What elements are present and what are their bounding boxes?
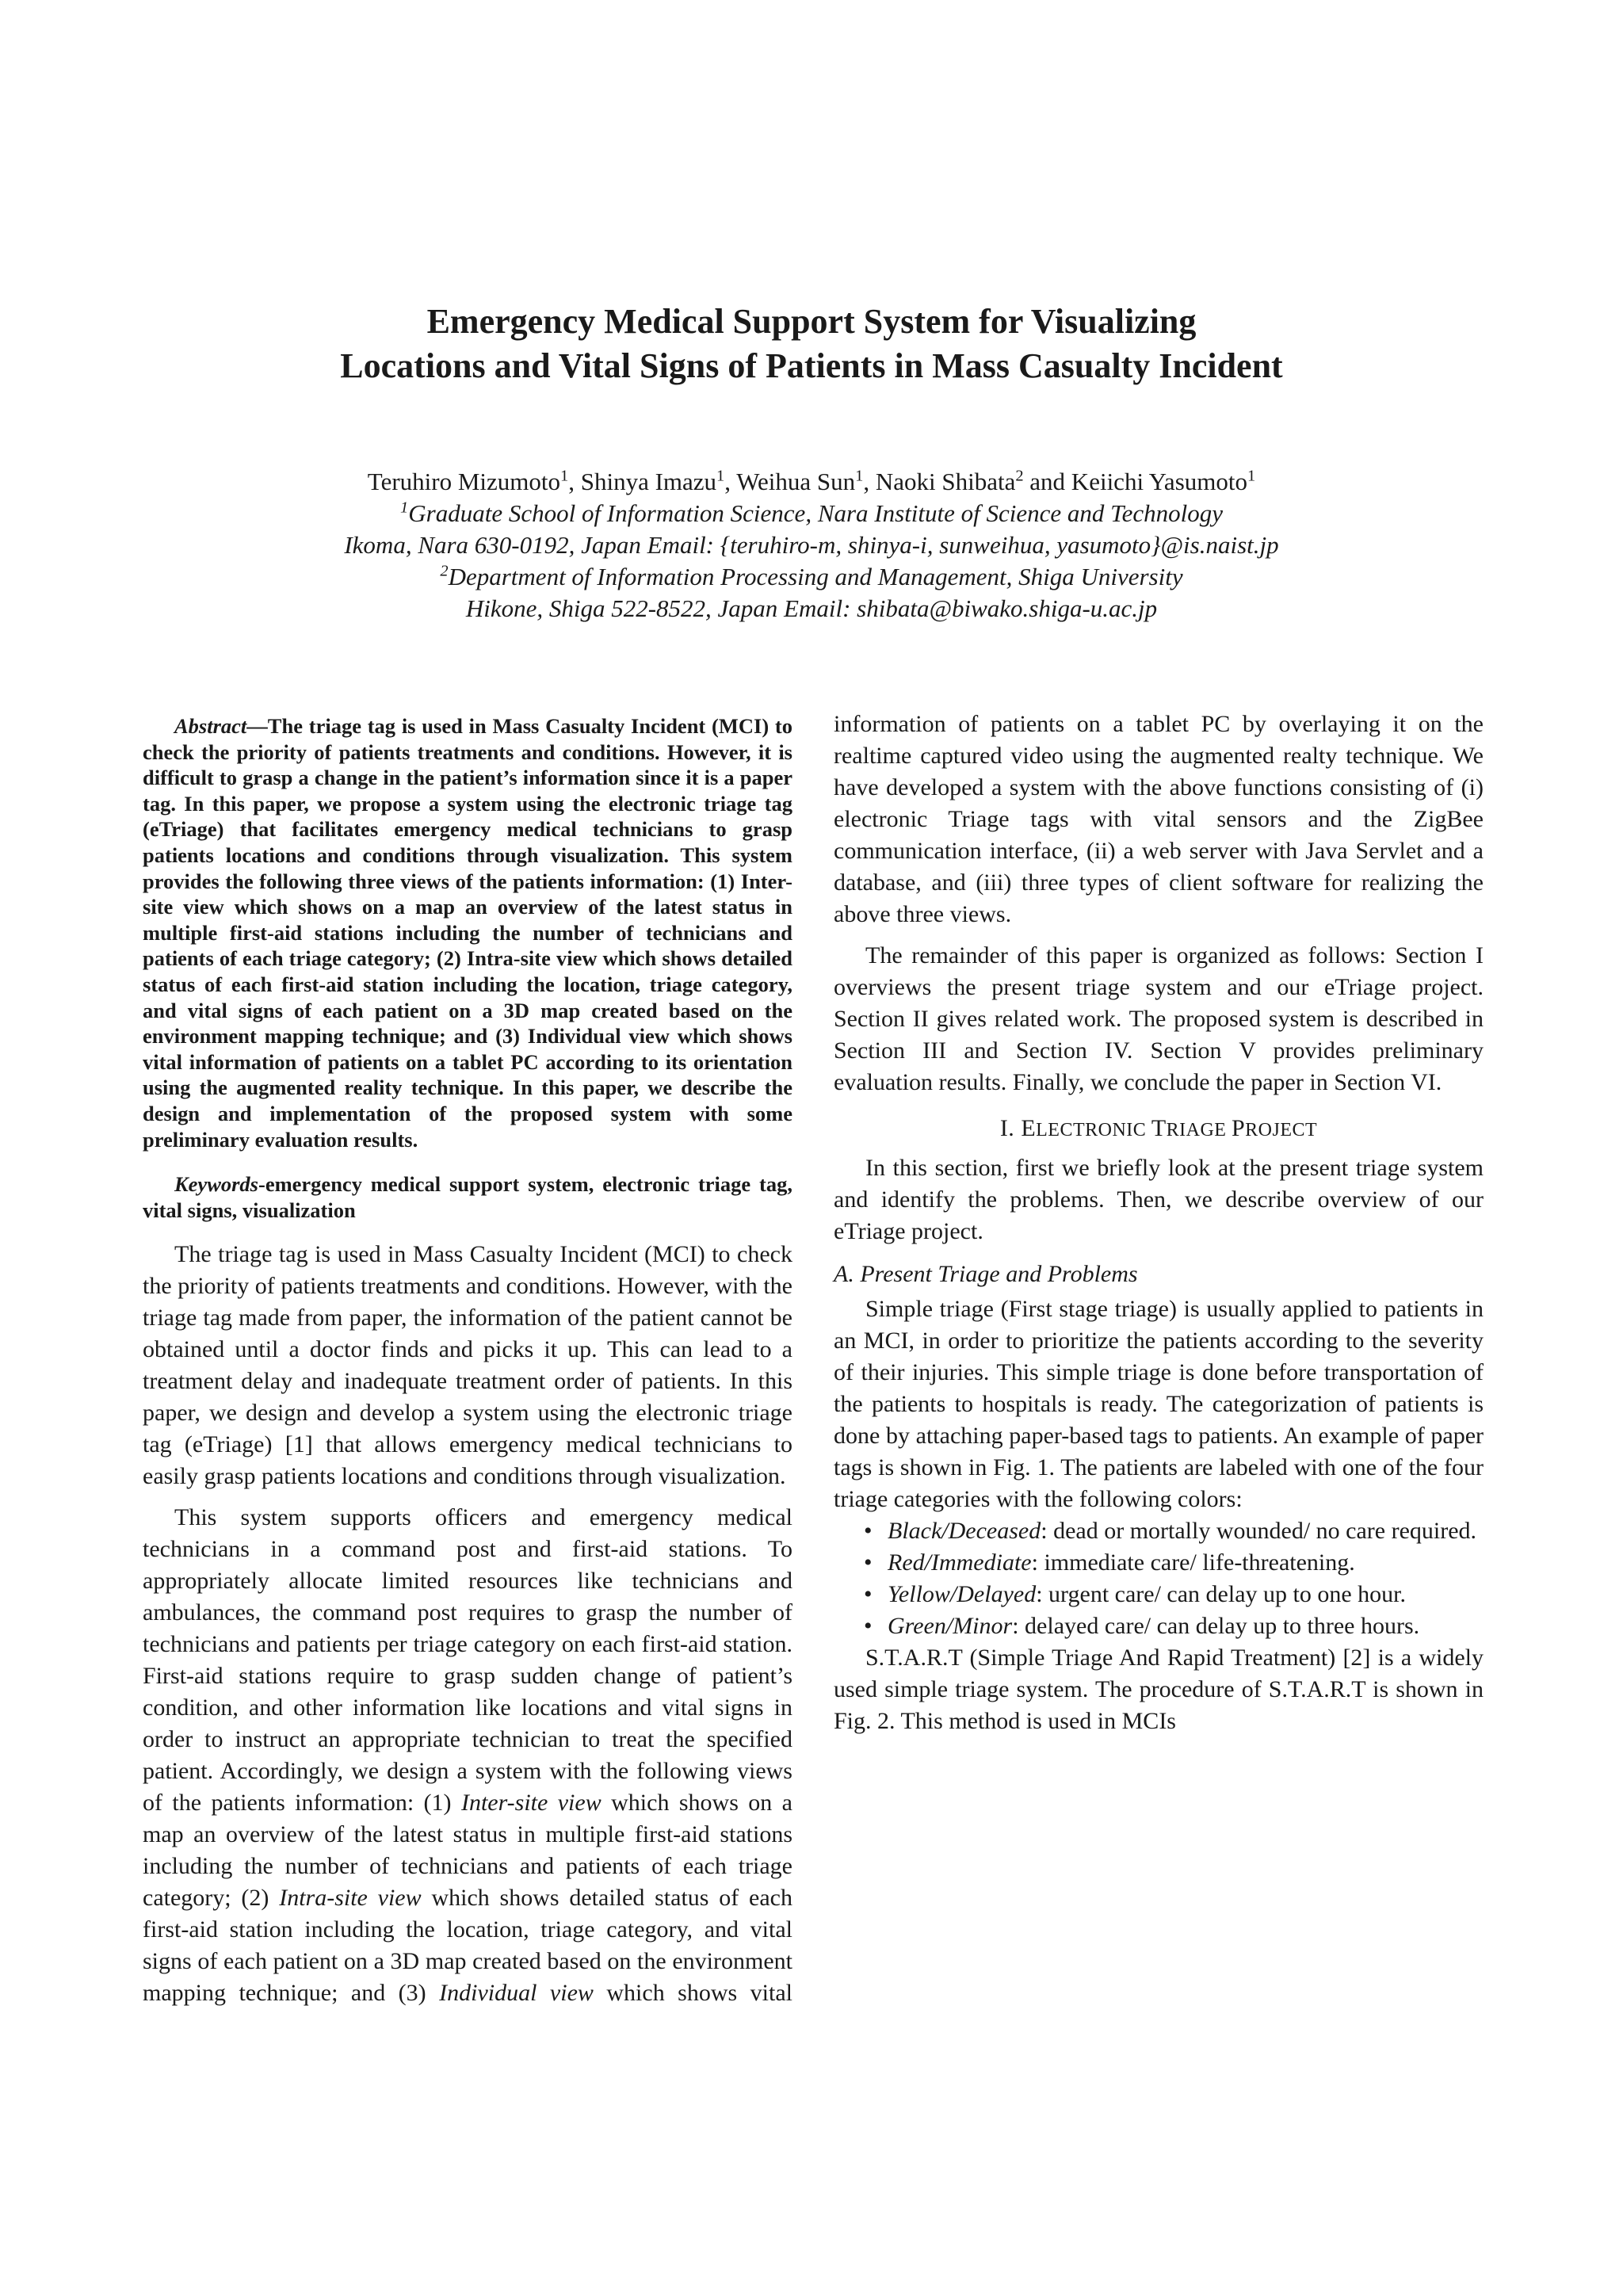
affiliation-mark: 2 (1015, 467, 1024, 485)
text-run: information of patients on a tablet PC by overlaying it on the realtime captured video using the augmented realty technique. We have developed a system with the above functions consisting of (i) electronic Triage tags with vital sensors and the ZigBee communication interface, (ii) a web server with Java Servlet and a database, and (iii) three types of client software for realizing the above three views. (834, 711, 1484, 927)
title-line-1: Emergency Medical Support System for Visualizing (426, 302, 1197, 341)
author-name: , Weihua Sun (724, 468, 856, 495)
view-term: Intra-site view (279, 1885, 422, 1912)
affiliation-2 (0, 561, 1623, 593)
triage-category-list (834, 1515, 1484, 1642)
section1-paragraph-3: S.T.A.R.T (Simple Triage And Rapid Treatment) [2] is a widely used simple triage system. The procedure of S.T.A.R.T is shown in Fig. 2. This method is used in MCIs (834, 1645, 1484, 1734)
right-column-flow (834, 940, 1484, 1737)
section-heading-1 (834, 1113, 1484, 1146)
author-name: , Shinya Imazu (568, 468, 717, 495)
heading-letter: E (1021, 1115, 1037, 1141)
keywords-label: Keywords (174, 1172, 258, 1197)
text-run: This system supports officers and emergency medical technicians in a command post and first-aid stations. To appropriately allocate limited resources like technicians and ambulances, the command post requires to grasp the number of technicians and patients per triage category on each first-aid station. First-aid stations require to grasp sudden change of patient’s condition, and other information like locations and vital signs in order to instruct an appropriate technician to treat the specified patient. Accordingly, we design a system with the following views of the patients information: (1) (143, 1504, 792, 1817)
affiliation-mark: 1 (855, 467, 864, 485)
list-item (888, 1579, 1484, 1610)
author-name: , Naoki Shibata (863, 468, 1016, 495)
subsection-heading-a: A. Present Triage and Problems (834, 1261, 1138, 1287)
category-desc: : urgent care/ can delay up to one hour. (1036, 1581, 1407, 1607)
intro-paragraph-2 (143, 1502, 792, 2009)
category-desc: : dead or mortally wounded/ no care required. (1041, 1518, 1477, 1544)
affiliation-mark: 1 (560, 467, 569, 485)
author-block (0, 466, 1623, 625)
affiliation-1-name: Graduate School of Information Science, Nara Institute of Science and Technology (408, 499, 1223, 527)
category-name: Red/Immediate (888, 1549, 1032, 1576)
list-item (888, 1547, 1484, 1579)
affiliation-1 (0, 498, 1623, 529)
category-desc: : delayed care/ can delay up to three hours. (1012, 1613, 1420, 1639)
affiliation-1-address: Ikoma, Nara 630-0192, Japan Email: {teruhiro-m, shinya-i, sunweihua, yasumoto}@is.naist.jp (344, 531, 1279, 559)
author-name: Teruhiro Mizumoto (367, 468, 560, 495)
heading-smallcaps: LECTRONIC (1036, 1120, 1151, 1140)
category-name: Black/Deceased (888, 1518, 1041, 1544)
category-name: Green/Minor (888, 1613, 1013, 1639)
keywords (143, 1171, 792, 1223)
heading-smallcaps: RIAGE (1166, 1120, 1232, 1140)
affiliation-mark: 1 (400, 499, 409, 517)
affiliation-2-address: Hikone, Shiga 522-8522, Japan Email: shibata@biwako.shiga-u.ac.jp (465, 594, 1158, 622)
abstract (143, 713, 792, 1152)
view-term: Inter-site view (460, 1790, 601, 1817)
paper-title (0, 300, 1623, 388)
intro-paragraph-1: The triage tag is used in Mass Casualty Incident (MCI) to check the priority of patients treatments and conditions. However, with the triage tag made from paper, the information of the patient cannot be obtained until a doctor finds and picks it up. This can lead to a treatment delay and inadequate treatment order of patients. In this paper, we design and develop a system using the electronic triage tag (eTriage) [1] that allows emergency medical technicians to easily grasp patients locations and conditions through visualization. (143, 1241, 792, 1490)
affiliation-mark: 1 (716, 467, 725, 485)
abstract-text: —The triage tag is used in Mass Casualty Incident (MCI) to check the priority of patients treatments and conditions. However, it is difficult to grasp a change in the patient’s information since it is a paper tag. In this paper, we propose a system using the electronic triage tag (eTriage) that facilitates emergency medical technicians to grasp patients locations and conditions through visualization. This system provides the following three views of the patients information: (1) Inter-site view which shows on a map an overview of the latest status in multiple first-aid stations including the number of technicians and patients of each triage category; (2) Intra-site view which shows detailed status of each first-aid station including the location, triage category, and vital signs of each patient on a 3D map created based on the environment mapping technique; and (3) Individual view which shows vital information of patients on a tablet PC according to its orientation using the augmented reality technique. In this paper, we describe the design and implementation of the proposed system with some preliminary evaluation results. (143, 714, 792, 1152)
author-name: and Keiichi Yasumoto (1023, 468, 1247, 495)
heading-smallcaps: ROJECT (1245, 1120, 1318, 1140)
section-number: I. (999, 1115, 1022, 1141)
view-term: Individual view (439, 1980, 594, 2007)
category-name: Yellow/Delayed (888, 1581, 1037, 1607)
left-column (143, 713, 792, 2009)
heading-letter: T (1151, 1115, 1167, 1141)
text-run: which shows on a map an overview of the latest status in multiple first-aid stations including the number of technicians and patients of each triage category; (2) (143, 1790, 793, 1912)
text-run: which shows detailed status of each first-aid station including the location, triage category, and vital signs of each patient on a 3D map created based on the environment mapping technique; and (3) (143, 1885, 792, 2007)
keywords-text: -emergency medical support system, electronic triage tag, vital signs, visualization (143, 1172, 792, 1222)
section1-paragraph-2: Simple triage (First stage triage) is usually applied to patients in an MCI, in order to prioritize the patients according to the severity of their injuries. This simple triage is done before transportation of the patients to hospitals is ready. The categorization of patients is done by attaching paper-based tags to patients. An example of paper tags is shown in Fig. 1. The patients are labeled with one of the four triage categories with the following colors: (834, 1296, 1484, 1512)
continued-paragraph (834, 709, 1484, 930)
affiliation-mark: 2 (440, 562, 449, 580)
intro-paragraph-3-visible: The remainder of this paper is organized as follows: Section I overviews the present triage system and our eTriage project. Section II gives related work. The proposed system is described in Section III and Section IV. Section V provides preliminary evaluation results. Finally, we conclude the paper in Section VI. (834, 942, 1484, 1095)
right-column-continuation (834, 709, 1484, 930)
abstract-label: Abstract (174, 714, 247, 738)
list-item (888, 1515, 1484, 1547)
list-item (888, 1610, 1484, 1642)
section1-paragraph-1: In this section, first we briefly look at the present triage system and identify the problems. Then, we describe overview of our eTriage project. (834, 1155, 1484, 1244)
text-run: which shows vital (593, 1980, 792, 2007)
heading-letter: P (1231, 1115, 1246, 1141)
author-names (0, 466, 1623, 498)
category-desc: : immediate care/ life-threatening. (1031, 1549, 1355, 1576)
affiliation-2-name: Department of Information Processing and Management, Shiga University (448, 563, 1183, 590)
title-line-2: Locations and Vital Signs of Patients in Mass Casualty Incident (340, 346, 1283, 385)
affiliation-mark: 1 (1247, 467, 1256, 485)
